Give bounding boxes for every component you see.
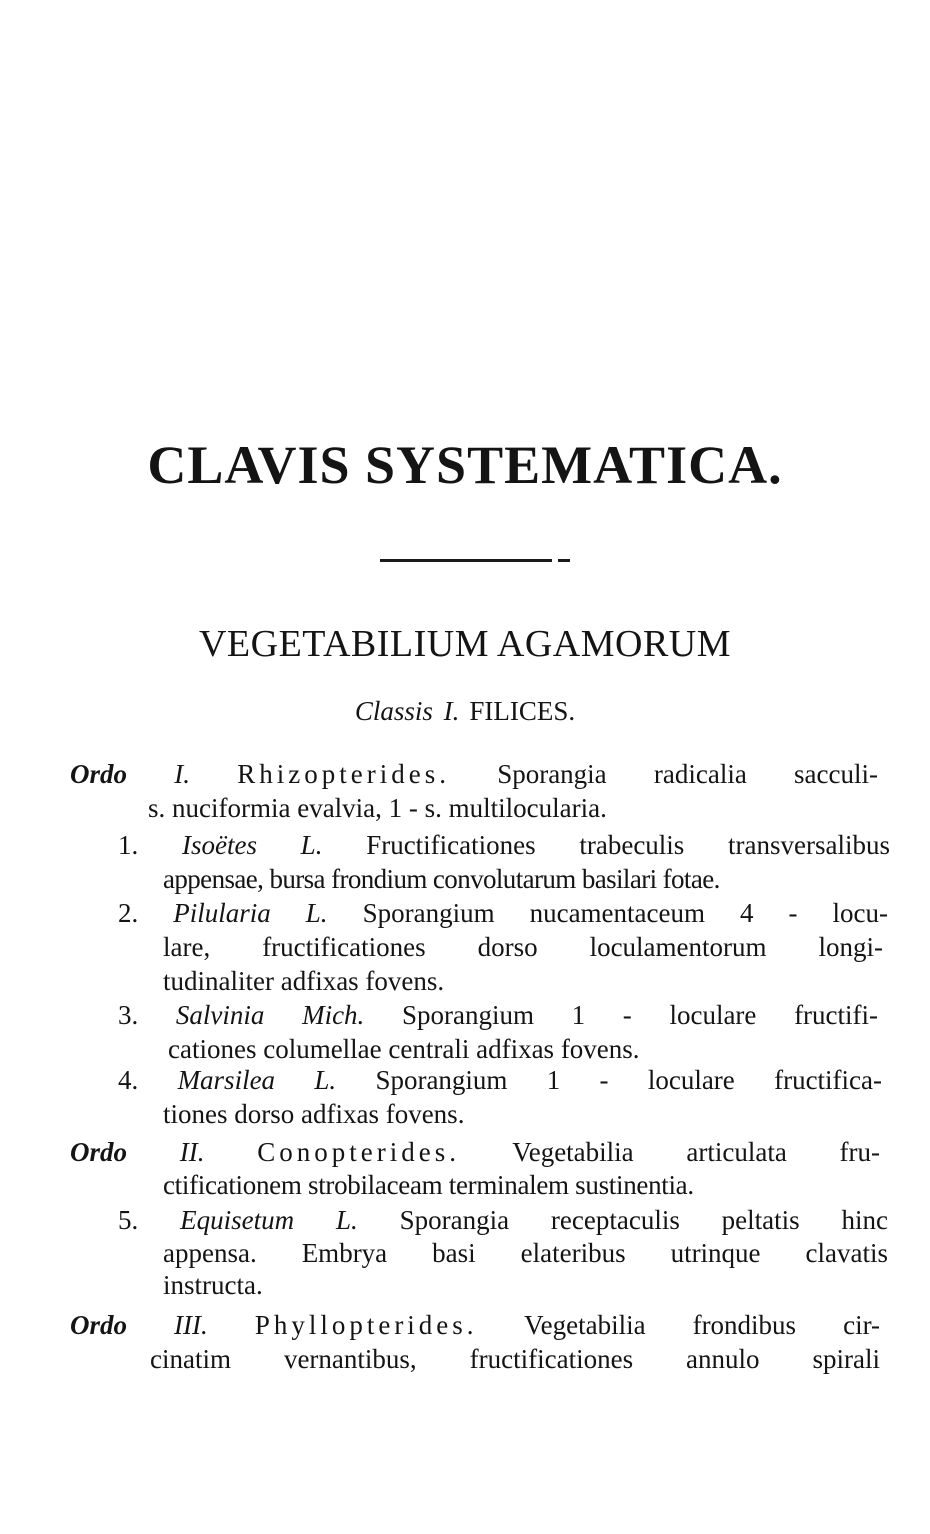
page-title: CLAVIS SYSTEMATICA. [147,435,783,495]
genus-4-line-2: tiones dorso adfixas fovens. [163,1099,465,1129]
genus-description: Sporangium 1 - loculare fructifica- [375,1065,883,1095]
title-divider-dash [558,559,570,562]
genus-description: Sporangium 1 - loculare fructifi- [401,1000,879,1030]
genus-3-line-1 [118,998,878,1032]
genus-name: Equisetum L. [180,1205,358,1235]
genus-description: Sporangia receptaculis peltatis hinc [399,1205,888,1235]
ordo-2-line-2: ctificationem strobilaceam terminalem sustinentia. [163,1170,694,1200]
classis-label: Classis [354,696,433,726]
ordo-label: Ordo [70,1310,128,1340]
ordo-3-line-1 [70,1308,880,1342]
genus-number: 1. [118,830,139,860]
genus-name: Salvinia Mich. [175,1000,365,1030]
genus-name: Isoëtes L. [181,830,323,860]
ordo-1-line-1 [70,757,878,791]
genus-description: Sporangium nucamentaceum 4 - locu- [362,898,889,928]
ordo-1-line-2: s. nuciformia evalvia, 1 - s. multilocularia. [148,793,607,823]
ordo-number: III. [174,1310,208,1340]
ordo-label: Ordo [70,1137,128,1167]
genus-number: 2. [118,898,139,928]
ordo-description: Sporangia radicalia sacculi- [497,759,879,789]
classis-heading [0,698,930,725]
genus-5-line-2 [163,1236,888,1270]
genus-5-line-1 [118,1203,888,1237]
ordo-2-line-1 [70,1135,880,1169]
genus-3-line-2: cationes columellae centrali adfixas fovens. [168,1034,640,1064]
ordo-description: Vegetabilia frondibus cir- [524,1310,881,1340]
ordo-description: Vegetabilia articulata fru- [512,1137,881,1167]
genus-5-line-3: instructa. [163,1270,263,1300]
genus-4-line-1 [118,1063,882,1097]
genus-number: 5. [118,1205,139,1235]
genus-1-line-1 [118,828,890,862]
title-divider [380,559,552,562]
genus-number: 3. [118,1000,139,1030]
ordo-name: Rhizopterides. [237,759,450,789]
ordo-number: II. [179,1137,205,1167]
genus-name: Pilularia L. [173,898,328,928]
ordo-3-line-2 [150,1342,880,1376]
genus-2-line-1 [118,896,888,930]
genus-2-line-3: tudinaliter adfixas fovens. [163,966,445,996]
ordo-number: I. [174,759,190,789]
genus-description-cont: appensa. Embrya basi elateribus utrinque clavatis [163,1238,888,1268]
ordo-description-cont: cinatim vernantibus, fructificationes annulo spirali [150,1344,880,1374]
genus-2-line-2 [163,930,883,964]
section-heading: VEGETABILIUM AGAMORUM [198,623,732,665]
genus-1-line-2: appensae, bursa frondium convolutarum basilari fotae. [163,864,720,894]
genus-name: Marsilea L. [177,1065,337,1095]
genus-description: Fructificationes trabeculis transversalibus [366,830,891,860]
ordo-label: Ordo [70,759,128,789]
classis-name: FILICES. [469,696,576,726]
genus-number: 4. [118,1065,139,1095]
classis-number: I. [443,696,460,726]
ordo-name: Phyllopterides. [254,1310,478,1340]
genus-description-cont: lare, fructificationes dorso loculamentorum longi- [163,932,883,962]
ordo-name: Conopterides. [257,1137,460,1167]
